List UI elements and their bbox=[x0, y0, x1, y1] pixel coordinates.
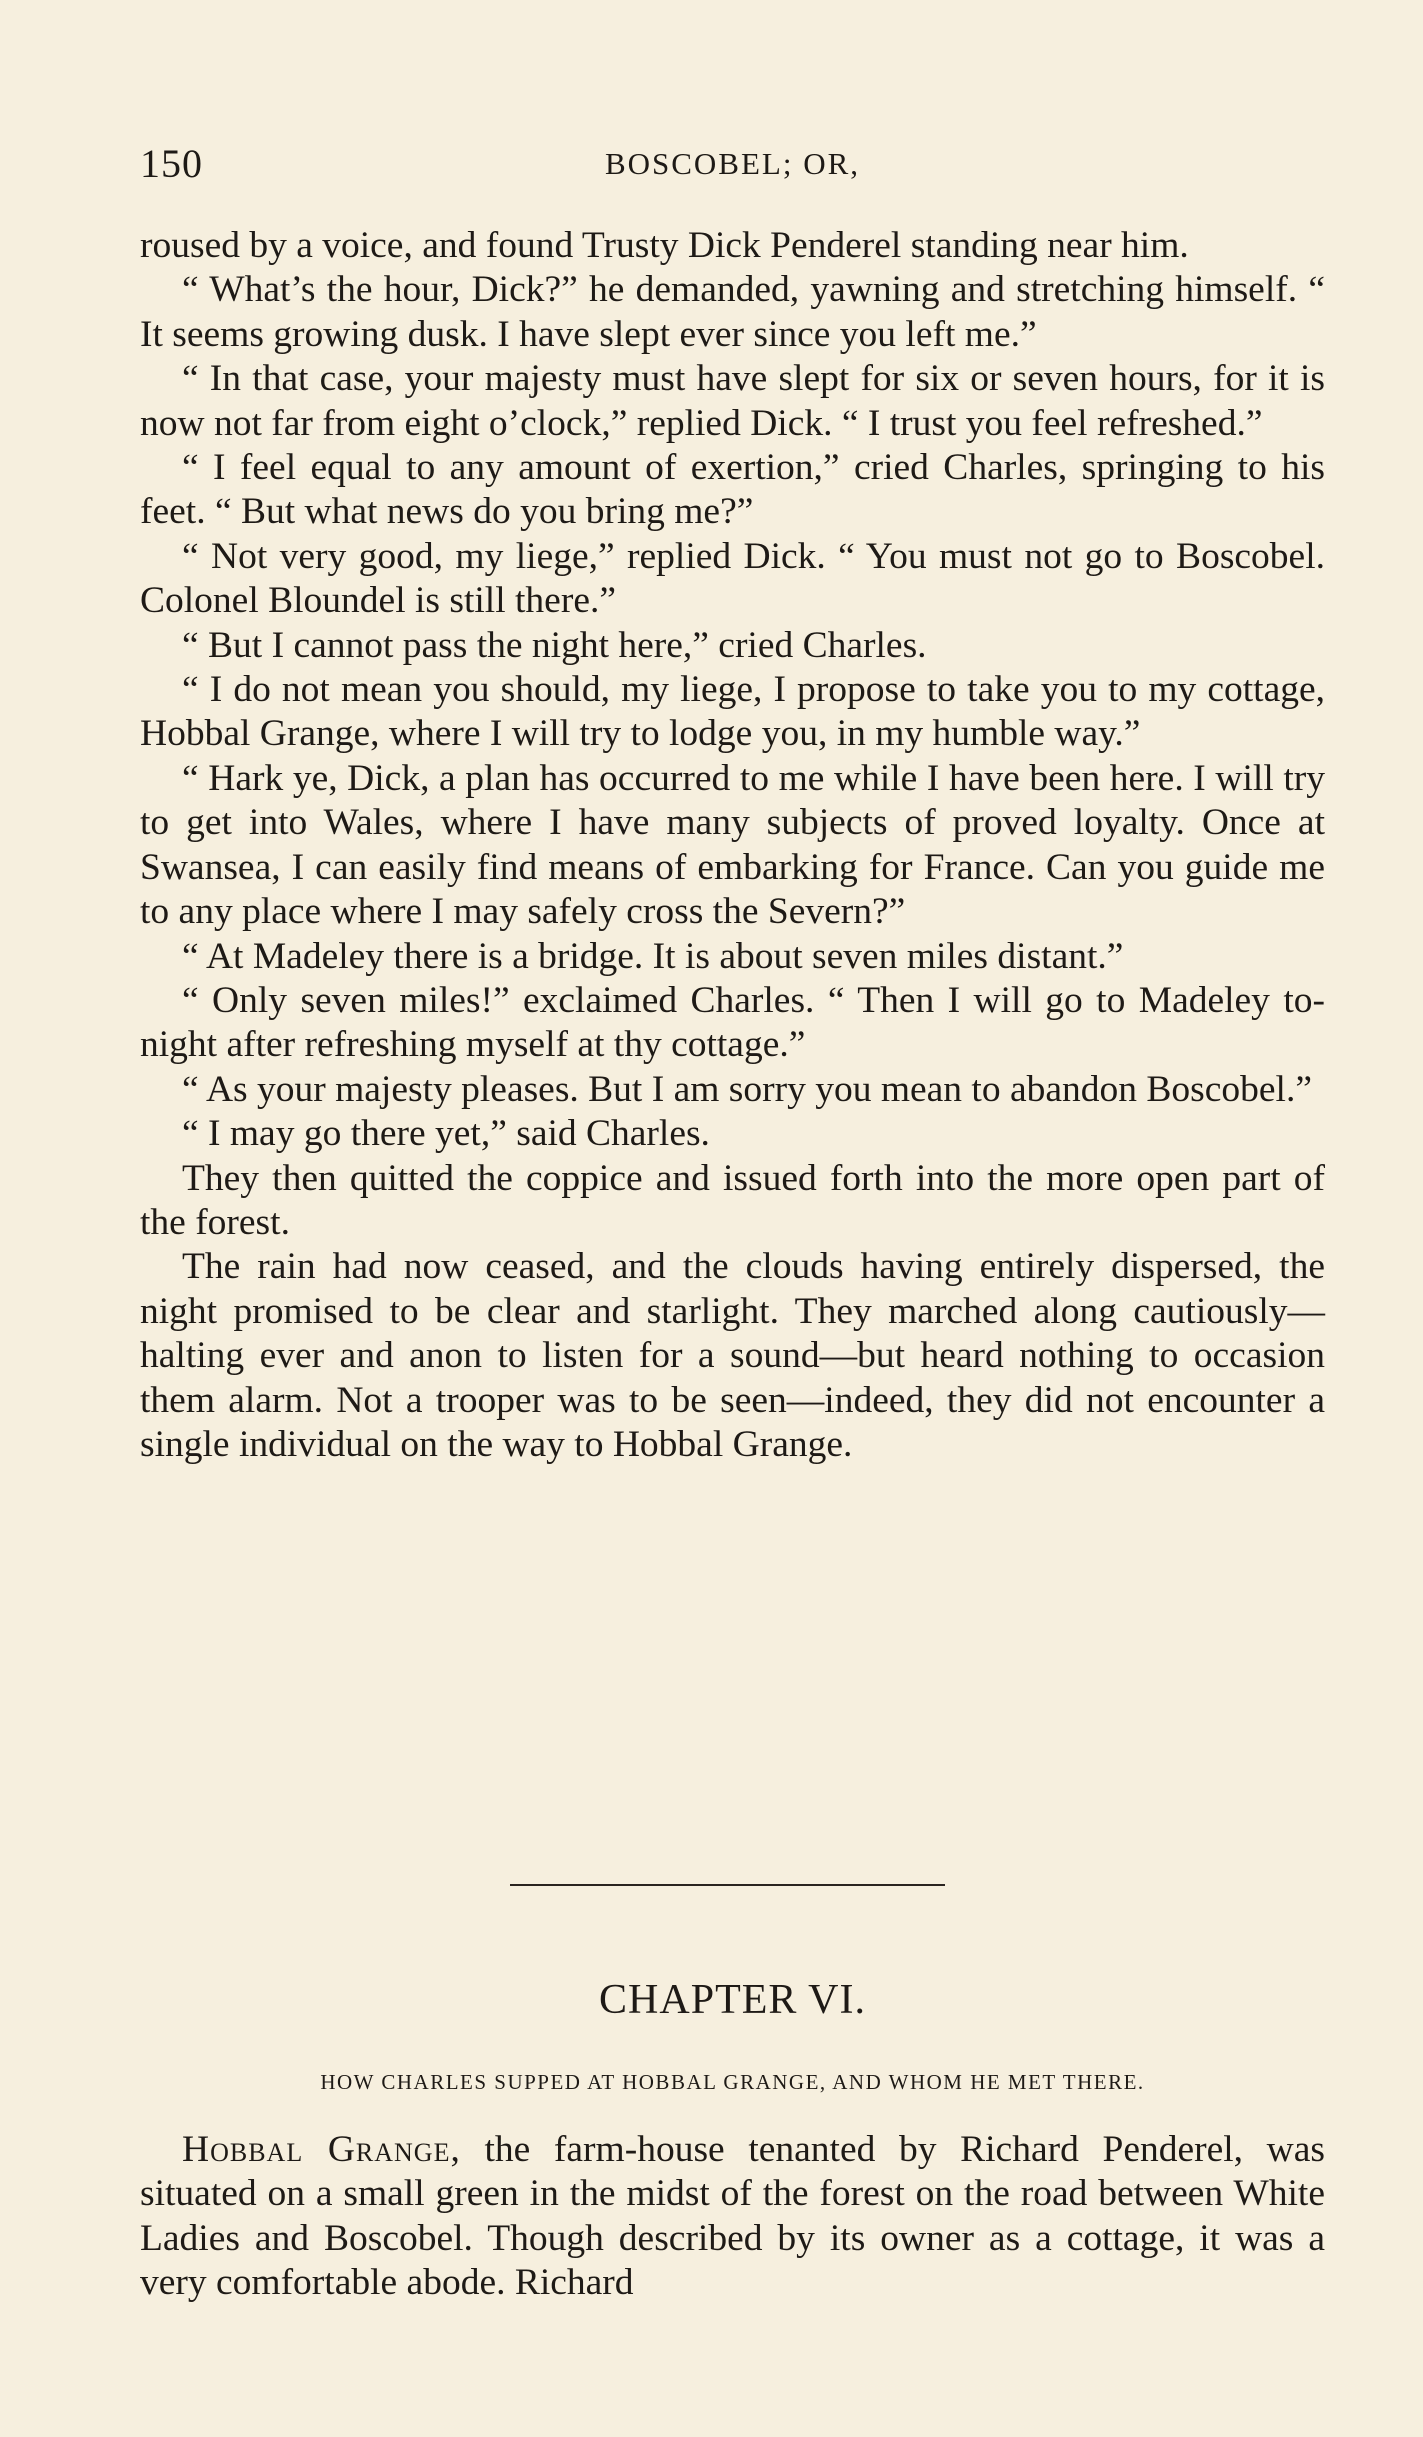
paragraph: “ In that case, your majesty must have slept for six or seven hours, for it is now not far from eight o’clock,” replied Dick. “ I trust you feel refreshed.” bbox=[140, 358, 1325, 444]
paragraph: “ Only seven miles!” exclaimed Charles. “ Then I will go to Madeley to-night after refreshing myself at thy cottage.” bbox=[140, 979, 1325, 1066]
paragraph: “ Hark ye, Dick, a plan has occurred to me while I have been here. I will try to get into Wales, where I have many subjects of proved loyalty. Once at Swansea, I can easily find means of embarking for France. Can you guide me to any place where I may safely cross the Severn?” bbox=[140, 757, 1325, 933]
paragraph: They then quitted the coppice and issued forth into the more open part of the forest. bbox=[140, 1157, 1325, 1243]
opening-words: Hobbal Grange, bbox=[182, 2129, 461, 2170]
paragraph: The rain had now ceased, and the clouds having entirely dispersed, the night promised to be clear and starlight. They marched along cautiously—halting ever and anon to listen for a sound—but heard nothing to occasion them alarm. Not a trooper was to be seen—indeed, they did not encounter a single individual on the way to Hobbal Grange. bbox=[140, 1246, 1325, 1465]
chapter-opening bbox=[140, 2128, 1325, 2306]
body-text bbox=[140, 224, 1325, 1467]
section-divider bbox=[510, 1884, 945, 1886]
page-number: 150 bbox=[140, 141, 203, 186]
chapter-heading: CHAPTER VI. bbox=[599, 1977, 866, 2023]
book-page bbox=[140, 0, 1325, 2437]
paragraph: “ I feel equal to any amount of exertion,” cried Charles, springing to his feet. “ But what news do you bring me?” bbox=[140, 447, 1325, 533]
chapter-subtitle: HOW CHARLES SUPPED AT HOBBAL GRANGE, AND WHOM HE MET THERE. bbox=[320, 2070, 1145, 2094]
paragraph: “ At Madeley there is a bridge. It is about seven miles distant.” bbox=[182, 935, 1124, 977]
opening-text: the farm-house tenanted by Richard Penderel, was situated on a small green in the midst of the forest on the road between White Ladies and Boscobel. Though described by its owner as a cottage, it was a very comfortable abode. Richard bbox=[140, 2129, 1325, 2304]
running-title: BOSCOBEL; OR, bbox=[604, 146, 861, 181]
running-head bbox=[140, 140, 1325, 200]
paragraph bbox=[140, 2128, 1325, 2306]
paragraph: “ But I cannot pass the night here,” cried Charles. bbox=[182, 624, 927, 666]
paragraph: “ I may go there yet,” said Charles. bbox=[182, 1113, 710, 1155]
paragraph: “ As your majesty pleases. But I am sorry you mean to abandon Boscobel.” bbox=[182, 1068, 1312, 1110]
paragraph: “ Not very good, my liege,” replied Dick. “ You must not go to Boscobel. Colonel Bloundel is still there.” bbox=[140, 535, 1325, 622]
paragraph: “ I do not mean you should, my liege, I propose to take you to my cottage, Hobbal Grange, where I will try to lodge you, in my humble way.” bbox=[140, 669, 1325, 755]
paragraph: “ What’s the hour, Dick?” he demanded, yawning and stretching himself. “ It seems growing dusk. I have slept ever since you left me.” bbox=[140, 269, 1325, 355]
paragraph: roused by a voice, and found Trusty Dick Penderel standing near him. bbox=[140, 225, 1189, 266]
